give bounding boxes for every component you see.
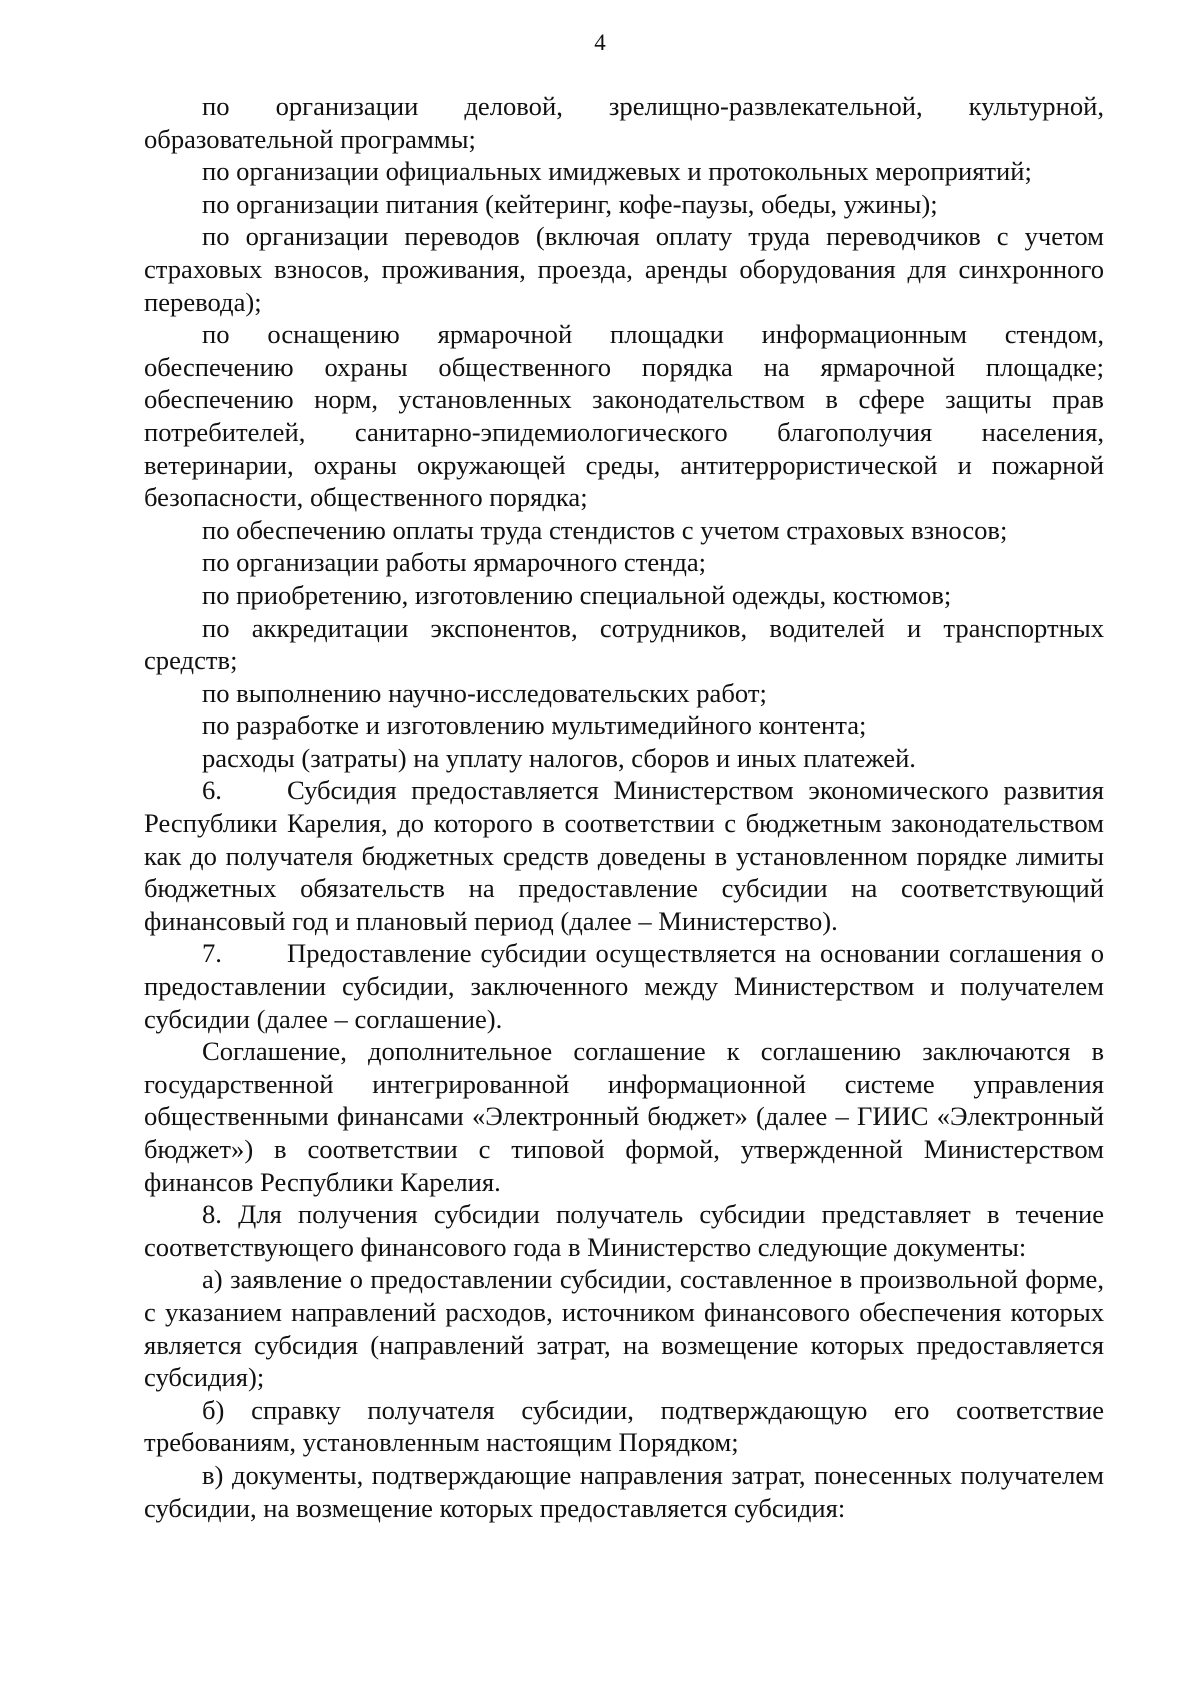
clause-8: 8. Для получения субсидии получатель субсидии представляет в течение соответствующего финансового года в Министерство следующие документы: [144,1199,1104,1262]
clause-number: 7. [202,938,222,969]
paragraph-12: расходы (затраты) на уплату налогов, сборов и иных платежей. [202,742,916,773]
paragraph-5: по оснащению ярмарочной площадки информационным стендом, обеспечению охраны общественного порядка на ярмарочной площадке; обеспечению норм, установленных законодательством в сфере защиты прав потребителей, санитарно-эпидемиологического благополучия населения, ветеринарии, охраны окружающей среды, антитеррористической и пожарной безопасности, общественного порядка; [144,319,1104,513]
paragraph-10: по выполнению научно-исследовательских работ; [202,677,767,708]
clause-8-item-b: б) справку получателя субсидии, подтверждающую его соответствие требованиям, установленным настоящим Порядком; [144,1394,1104,1458]
paragraph-agreement: Соглашение, дополнительное соглашение к соглашению заключаются в государственной интегрированной информационной системе управления общественными финансами «Электронный бюджет» (далее – ГИИС «Электронный бюджет») в соответствии с типовой формой, утвержденной Министерством финансов Республики Карелия. [144,1036,1104,1197]
document-body [144,90,1104,1524]
paragraph-6: по обеспечению оплаты труда стендистов с учетом страховых взносов; [202,514,1008,545]
paragraph-1: по организации деловой, зрелищно-развлекательной, культурной, образовательной программы; [144,91,1104,154]
clause-8-item-a: а) заявление о предоставлении субсидии, составленное в произвольной форме, с указанием направлений расходов, источником финансового обеспечения которых является субсидия (направлений затрат, на возмещение которых предоставляется субсидия); [144,1264,1104,1393]
clause-number: 6. [202,775,222,806]
page-number: 4 [594,30,606,55]
paragraph-3: по организации питания (кейтеринг, кофе-паузы, обеды, ужины); [202,188,938,219]
paragraph-4: по организации переводов (включая оплату труда переводчиков с учетом страховых взносов, проживания, проезда, аренды оборудования для синхронного перевода); [144,221,1104,317]
clause-8-item-v: в) документы, подтверждающие направления затрат, понесенных получателем субсидии, на возмещение которых предоставляется субсидия: [144,1459,1104,1523]
paragraph-2: по организации официальных имиджевых и протокольных мероприятий; [202,156,1032,187]
paragraph-7: по организации работы ярмарочного стенда; [202,547,707,578]
paragraph-9: по аккредитации экспонентов, сотрудников, водителей и транспортных средств; [144,612,1104,676]
paragraph-11: по разработке и изготовлению мультимедийного контента; [202,710,867,741]
clause-6: 6. Субсидия предоставляется Министерством экономического развития Республики Карелия, до которого в соответствии с бюджетным законодательством как до получателя бюджетных средств доведены в установленном порядке лимиты бюджетных обязательств на предоставление субсидии на соответствующий финансовый год и плановый период (далее – Министерство). [144,775,1104,936]
paragraph-8: по приобретению, изготовлению специальной одежды, костюмов; [202,579,952,610]
clause-7: 7. Предоставление субсидии осуществляется на основании соглашения о предоставлении субсидии, заключенного между Министерством и получателем субсидии (далее – соглашение). [144,938,1104,1034]
